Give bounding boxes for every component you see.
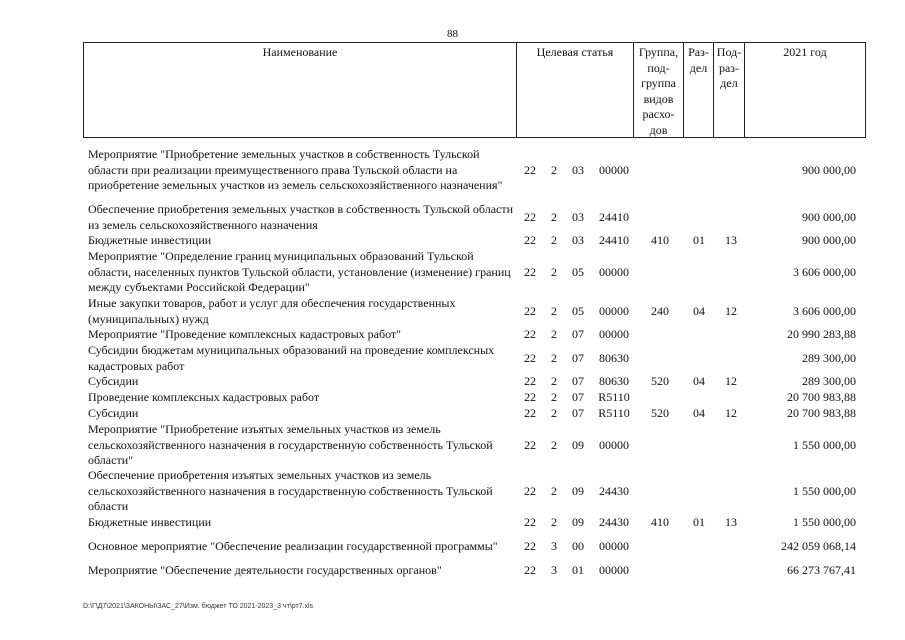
page-number: 88 (447, 28, 458, 40)
row-target-direction: 80630 (599, 351, 629, 365)
row-target-subprogram: 3 (551, 563, 557, 577)
row-name: Обеспечение приобретения земельных участков в собственность Тульской области из земель сельскохозяйственного назначения (88, 202, 514, 232)
row-name: Мероприятие "Приобретение изъятых земельных участков из земель сельскохозяйственного назначения в государственную собственность Тульской области" (88, 422, 493, 467)
row-target-subprogram: 2 (551, 438, 557, 452)
table-header (83, 42, 866, 138)
row-name: Субсидии (88, 406, 139, 420)
row-name: Бюджетные инвестиции (88, 515, 212, 529)
row-target-subprogram: 2 (551, 351, 557, 365)
row-target-program: 22 (524, 327, 536, 341)
row-target-program: 22 (524, 374, 536, 388)
row-target-program: 22 (524, 351, 536, 365)
row-target-direction: 00000 (599, 265, 629, 279)
file-path-footer: D:\Г\Д7\2021\ЗАКОНЫ\ЗАС_27\Изм. бюджет ТО 2021-2023_3 чт\рт7.xls (83, 603, 314, 610)
row-target-event: 07 (572, 406, 584, 420)
row-target-subprogram: 2 (551, 210, 557, 224)
row-amount: 900 000,00 (802, 210, 856, 224)
row-target-event: 01 (572, 563, 584, 577)
row-target-direction: 00000 (599, 163, 629, 177)
row-section: 04 (693, 406, 705, 420)
row-target-event: 03 (572, 210, 584, 224)
row-amount: 242 059 068,14 (781, 539, 856, 553)
row-target-program: 22 (524, 163, 536, 177)
row-target-direction: 00000 (599, 304, 629, 318)
row-amount: 66 273 767,41 (787, 563, 856, 577)
row-target-event: 09 (572, 515, 584, 529)
row-target-direction: 80630 (599, 374, 629, 388)
row-target-event: 07 (572, 351, 584, 365)
row-name: Субсидии (88, 374, 139, 388)
row-name: Иные закупки товаров, работ и услуг для обеспечения государственных (муниципальных) нужд (88, 296, 456, 326)
row-target-program: 22 (524, 265, 536, 279)
row-name: Основное мероприятие "Обеспечение реализации государственной программы" (88, 539, 498, 553)
row-amount: 1 550 000,00 (793, 484, 856, 498)
row-subsection: 12 (725, 374, 737, 388)
header-group: Группа, под-группа видов расхо-дов (634, 43, 684, 137)
row-amount: 20 990 283,88 (787, 327, 856, 341)
row-target-subprogram: 2 (551, 374, 557, 388)
row-target-direction: 00000 (599, 327, 629, 341)
row-target-event: 09 (572, 438, 584, 452)
row-group: 410 (651, 515, 669, 529)
row-target-program: 22 (524, 210, 536, 224)
row-amount: 3 606 000,00 (793, 265, 856, 279)
row-target-event: 07 (572, 374, 584, 388)
header-year: 2021 год (783, 45, 827, 59)
row-target-direction: 24430 (599, 515, 629, 529)
row-target-direction: 24410 (599, 210, 629, 224)
row-target-direction: R5110 (598, 390, 630, 404)
row-section: 04 (693, 304, 705, 318)
header-subsection: Под-раз-дел (714, 43, 745, 137)
row-target-direction: 24430 (599, 484, 629, 498)
row-target-subprogram: 2 (551, 390, 557, 404)
row-target-subprogram: 2 (551, 406, 557, 420)
row-group: 520 (651, 406, 669, 420)
row-section: 01 (693, 233, 705, 247)
row-amount: 1 550 000,00 (793, 515, 856, 529)
row-target-program: 22 (524, 304, 536, 318)
row-target-direction: 24410 (599, 233, 629, 247)
row-target-program: 22 (524, 563, 536, 577)
row-target-event: 07 (572, 390, 584, 404)
row-target-subprogram: 2 (551, 304, 557, 318)
row-section: 04 (693, 374, 705, 388)
row-name: Мероприятие "Обеспечение деятельности государственных органов" (88, 563, 442, 577)
row-target-program: 22 (524, 406, 536, 420)
row-target-event: 05 (572, 304, 584, 318)
row-subsection: 13 (725, 233, 737, 247)
row-subsection: 13 (725, 515, 737, 529)
row-amount: 3 606 000,00 (793, 304, 856, 318)
row-target-event: 09 (572, 484, 584, 498)
row-target-event: 07 (572, 327, 584, 341)
row-target-subprogram: 2 (551, 163, 557, 177)
row-name: Бюджетные инвестиции (88, 233, 212, 247)
row-name: Субсидии бюджетам муниципальных образований на проведение комплексных кадастровых работ (88, 343, 495, 373)
row-amount: 20 700 983,88 (787, 390, 856, 404)
row-name: Обеспечение приобретения изъятых земельных участков из земель сельскохозяйственного назначения в государственную собственность Тульской области (88, 468, 493, 513)
header-section: Раз-дел (684, 43, 714, 137)
row-target-event: 05 (572, 265, 584, 279)
row-name: Проведение комплексных кадастровых работ (88, 390, 320, 404)
header-name: Наименование (84, 43, 517, 137)
row-amount: 20 700 983,88 (787, 406, 856, 420)
row-amount: 1 550 000,00 (793, 438, 856, 452)
row-amount: 900 000,00 (802, 163, 856, 177)
row-name: Мероприятие "Определение границ муниципальных образований Тульской области, населенных пунктов Тульской области, установление (изменение) границ между субъектами Российской Федерации" (88, 249, 511, 294)
row-target-subprogram: 2 (551, 327, 557, 341)
row-target-event: 00 (572, 539, 584, 553)
row-subsection: 12 (725, 304, 737, 318)
row-target-program: 22 (524, 390, 536, 404)
header-target: Целевая статья (517, 43, 634, 137)
row-target-program: 22 (524, 515, 536, 529)
row-group: 240 (651, 304, 669, 318)
row-target-subprogram: 2 (551, 233, 557, 247)
row-target-direction: R5110 (598, 406, 630, 420)
row-target-program: 22 (524, 539, 536, 553)
row-amount: 289 300,00 (802, 351, 856, 365)
row-group: 410 (651, 233, 669, 247)
row-amount: 289 300,00 (802, 374, 856, 388)
row-target-subprogram: 2 (551, 515, 557, 529)
row-target-direction: 00000 (599, 438, 629, 452)
row-target-program: 22 (524, 233, 536, 247)
row-target-direction: 00000 (599, 563, 629, 577)
row-target-program: 22 (524, 438, 536, 452)
row-target-program: 22 (524, 484, 536, 498)
row-amount: 900 000,00 (802, 233, 856, 247)
row-subsection: 12 (725, 406, 737, 420)
row-section: 01 (693, 515, 705, 529)
row-target-event: 03 (572, 233, 584, 247)
row-target-subprogram: 2 (551, 484, 557, 498)
row-target-event: 03 (572, 163, 584, 177)
row-target-direction: 00000 (599, 539, 629, 553)
row-group: 520 (651, 374, 669, 388)
row-name: Мероприятие "Проведение комплексных кадастровых работ" (88, 327, 402, 341)
row-name: Мероприятие "Приобретение земельных участков в собственность Тульской области при реализации преимущественного права Тульской области на приобретение земельных участков из земель сельскохозяйственного назначения" (88, 147, 503, 192)
row-target-subprogram: 3 (551, 539, 557, 553)
row-target-subprogram: 2 (551, 265, 557, 279)
